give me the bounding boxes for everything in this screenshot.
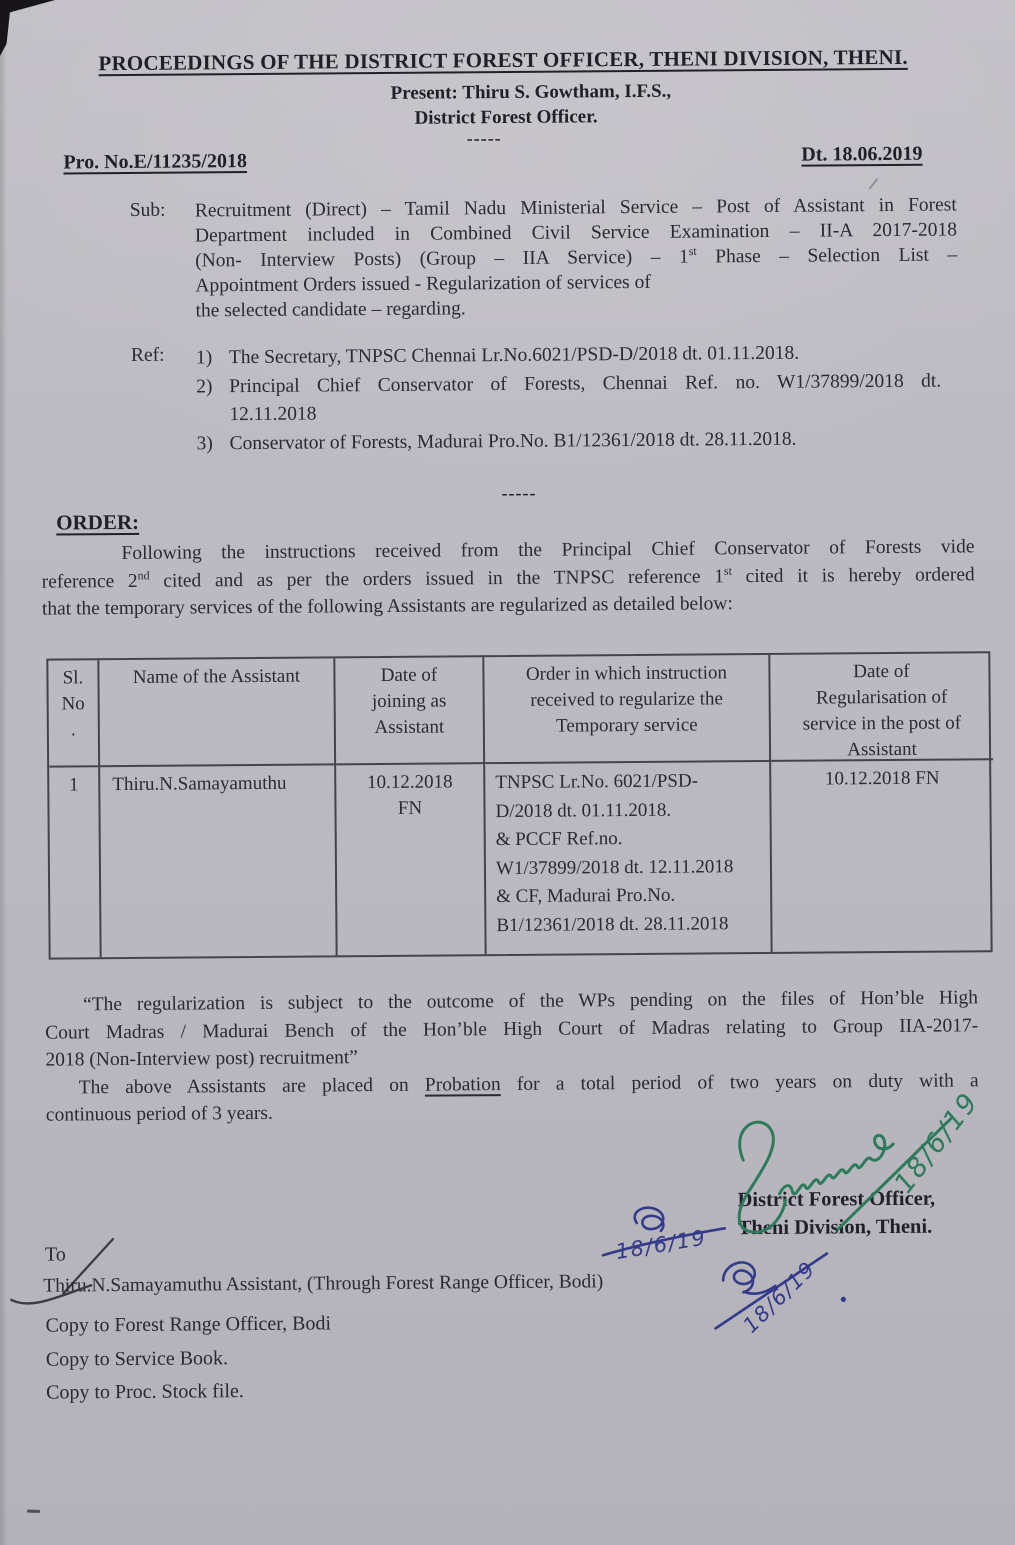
table-header-sl-no: Sl. No . — [48, 660, 100, 767]
signature-date-blue-1: 18/6/19 — [613, 1225, 709, 1265]
subject-label: Sub: — [129, 199, 166, 221]
post-table-line: “The regularization is subject to the outcome of the WPs pending on the files of Hon’ble High — [82, 987, 979, 1016]
subject-section — [130, 192, 960, 324]
reference-item-text: Conservator of Forests, Madurai Pro.No. B1/12361/2018 dt. 28.11.2018. — [229, 428, 797, 455]
table-cell-joining-date: 10.12.2018 FN — [336, 764, 486, 955]
copy-line: Copy to Proc. Stock file. — [45, 1380, 244, 1404]
initial-signature-2 — [705, 1243, 861, 1344]
signature-date-green: 18/6/19 — [888, 1086, 986, 1200]
copy-line: Copy to Service Book. — [45, 1346, 229, 1371]
officer-designation: District Forest Officer, — [737, 1187, 936, 1212]
reference-item-text: Principal Chief Conservator of Forests, Chennai Ref. no. W1/37899/2018 dt. 12.11.2018 — [229, 370, 942, 426]
assistants-table — [46, 651, 992, 959]
order-paragraph — [41, 533, 975, 623]
to-label: To — [44, 1243, 66, 1266]
reference-item — [196, 339, 941, 373]
table-header-order: Order in which instruction received to regularize the Temporary service — [484, 655, 771, 764]
stray-mark — [27, 1510, 40, 1513]
probation-underline: Probation — [424, 1073, 501, 1096]
copy-line: Copy to Forest Range Officer, Bodi — [45, 1312, 332, 1337]
section-divider: ----- — [501, 482, 537, 504]
reference-item-number: 1) — [195, 347, 213, 369]
reference-section — [131, 337, 967, 459]
post-table-line: 2018 (Non-Interview post) recruitment” — [45, 1047, 358, 1071]
reference-item-number: 3) — [196, 433, 213, 455]
table-cell-sl-no: 1 — [49, 767, 101, 957]
proceeding-number: Pro. No.E/11235/2018 — [63, 150, 248, 174]
copy-lines — [45, 1307, 331, 1410]
reference-item — [197, 425, 942, 459]
post-table-line: The above Assistants are placed on Probation for a total period of two years on duty with a — [78, 1070, 979, 1099]
subject-line: the selected candidate – regarding. — [195, 298, 466, 322]
table-header-regularisation-date: Date of Regularisation of service in the post of Assistant — [770, 653, 993, 762]
header-divider: ----- — [466, 128, 502, 149]
subject-line: Recruitment (Direct) – Tamil Nadu Ministerial Service – Post of Assistant in Forest — [194, 194, 957, 222]
post-table-line: continuous period of 3 years. — [45, 1103, 273, 1127]
table-cell-regularisation-date: 10.12.2018 FN — [824, 767, 940, 790]
subject-line: Appointment Orders issued - Regularization of services of — [195, 271, 651, 297]
dfo-green-signature — [709, 1086, 1010, 1253]
officer-division: Theni Division, Theni. — [737, 1215, 933, 1240]
table-header-joining-date: Date of joining as Assistant — [335, 657, 485, 765]
reference-item — [196, 368, 941, 430]
pen-tick-mark — [869, 178, 879, 190]
page-title: PROCEEDINGS OF THE DISTRICT FOREST OFFICER, THENI DIVISION, THENI. — [98, 44, 908, 76]
post-table-line: Court Madras / Madurai Bench of the Hon’ble High Court of Madras relating to Group IIA-2017- — [45, 1014, 979, 1044]
subject-line: (Non- Interview Posts) (Group – IIA Service) – 1st Phase – Selection List – — [195, 244, 958, 272]
pen-stroke-addressee — [7, 1273, 97, 1314]
reference-label: Ref: — [130, 344, 165, 366]
order-heading: ORDER: — [56, 509, 140, 535]
table-cell-name: Thiru.N.Samayamuthu — [100, 765, 337, 957]
officer-line: District Forest Officer. — [414, 106, 598, 129]
order-paragraph-line: reference 2nd cited and as per the orders issued in the TNPSC reference 1st cited it is hereby ordered — [41, 563, 975, 593]
order-paragraph-line: Following the instructions received from the Principal Chief Conservator of Forests vide — [121, 536, 975, 565]
present-line: Present: Thiru S. Gowtham, I.F.S., — [390, 80, 672, 104]
reference-item-text: The Secretary, TNPSC Chennai Lr.No.6021/PSD-D/2018 dt. 01.11.2018. — [228, 342, 800, 369]
order-paragraph-line: that the temporary services of the following Assistants are regularized as detailed below: — [41, 593, 733, 620]
table-cell-order: TNPSC Lr.No. 6021/PSD- D/2018 dt. 01.11.2018. & PCCF Ref.no. W1/37899/2018 dt. 12.11.2018 & CF, Madurai Pro.No. B1/12361/2018 dt. 28.11.2018 — [485, 762, 772, 954]
addressee-line: Thiru.N.Samayamuthu Assistant, (Through Forest Range Officer, Bodi) — [43, 1271, 604, 1297]
signature-date-blue-2: 18/6/19 — [738, 1256, 821, 1338]
reference-item-number: 2) — [196, 376, 213, 398]
subject-line: Department included in Combined Civil Service Examination – II-A 2017-2018 — [194, 219, 958, 247]
table-header-name: Name of the Assistant — [99, 658, 336, 767]
proceeding-date: Dt. 18.06.2019 — [801, 142, 923, 166]
